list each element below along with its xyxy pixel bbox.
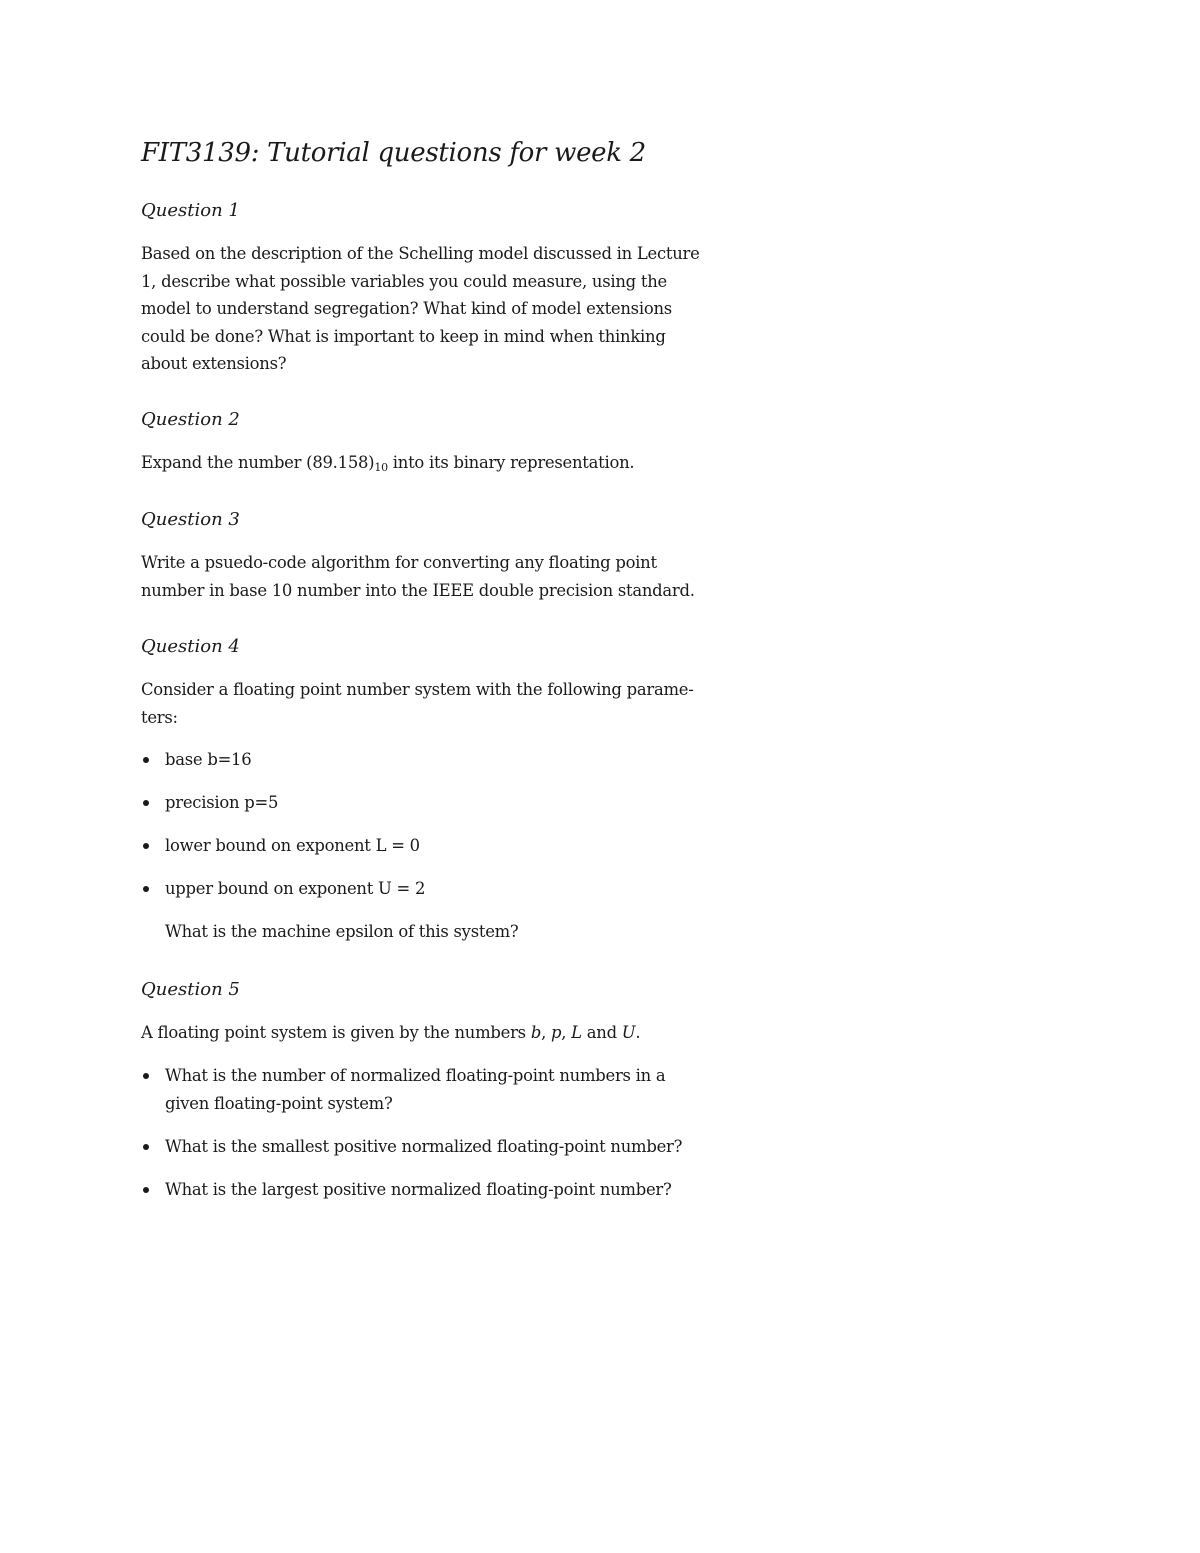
- list-item-text: What is the number of normalized floating-point numbers in a: [165, 1066, 666, 1085]
- question-1-line: 1, describe what possible variables you could measure, using the: [141, 271, 667, 291]
- list-item: [141, 832, 761, 860]
- question-2-prefix: Expand the number (89.158): [141, 453, 375, 472]
- bullet-icon: [143, 1187, 149, 1193]
- bullet-icon: [143, 886, 149, 892]
- base-subscript: 10: [374, 461, 388, 474]
- question-2-body: [141, 449, 756, 482]
- question-1-body: [141, 240, 756, 378]
- list-item-text: base b=16: [165, 750, 252, 769]
- variable-U: U: [621, 1023, 636, 1042]
- question-4-line: Consider a floating point number system with the following parame-: [141, 680, 694, 699]
- list-item-text: What is the largest positive normalized floating-point number?: [165, 1179, 672, 1199]
- bullet-icon: [143, 800, 149, 806]
- list-item-text: given floating-point system?: [165, 1093, 393, 1113]
- period: .: [635, 1023, 641, 1042]
- separator: ,: [541, 1023, 551, 1042]
- question-4-followup: What is the machine epsilon of this system?: [165, 922, 519, 941]
- document-title: FIT3139: Tutorial questions for week 2: [141, 138, 646, 168]
- question-5-body: [141, 1019, 756, 1047]
- intro-text: A floating point system is given by the numbers: [141, 1023, 531, 1042]
- question-1-line: about extensions?: [141, 354, 287, 373]
- question-1-heading: Question 1: [141, 200, 240, 221]
- question-1-line: Based on the description of the Schelling model discussed in Lecture: [141, 244, 700, 263]
- separator: ,: [561, 1023, 572, 1042]
- list-item: [141, 875, 761, 903]
- question-4-body: [141, 676, 756, 731]
- variable-L: L: [571, 1023, 582, 1042]
- list-item: [141, 746, 761, 774]
- question-5-heading: Question 5: [141, 979, 240, 1000]
- list-item: [141, 1133, 761, 1161]
- question-2-line: [141, 449, 756, 482]
- list-item-text: upper bound on exponent U = 2: [165, 879, 426, 898]
- list-item-text: lower bound on exponent L = 0: [165, 836, 420, 855]
- question-1-line: could be done? What is important to keep in mind when thinking: [141, 326, 666, 346]
- question-5-intro: [141, 1019, 756, 1047]
- list-item-text: precision p=5: [165, 793, 279, 812]
- list-item: [141, 789, 761, 817]
- question-4-heading: Question 4: [141, 636, 240, 657]
- list-item: [141, 1062, 761, 1117]
- question-5-question-list: [141, 1062, 761, 1203]
- question-3-body: [141, 549, 756, 604]
- bullet-icon: [143, 1073, 149, 1079]
- question-2-suffix: into its binary representation.: [387, 453, 635, 472]
- bullet-icon: [143, 1144, 149, 1150]
- list-item: [141, 1176, 761, 1204]
- question-4-line: ters:: [141, 707, 178, 727]
- question-3-line: Write a psuedo-code algorithm for converting any floating point: [141, 553, 657, 572]
- question-1-line: model to understand segregation? What kind of model extensions: [141, 299, 672, 318]
- question-4-parameter-list: [141, 746, 761, 903]
- question-3-heading: Question 3: [141, 509, 240, 530]
- variable-p: p: [550, 1023, 562, 1042]
- list-item-text: What is the smallest positive normalized floating-point number?: [165, 1136, 683, 1156]
- bullet-icon: [143, 757, 149, 763]
- question-3-line: number in base 10 number into the IEEE double precision standard.: [141, 580, 695, 600]
- question-2-heading: Question 2: [141, 409, 240, 430]
- bullet-icon: [143, 843, 149, 849]
- variable-b: b: [530, 1023, 542, 1042]
- and-text: and: [581, 1023, 622, 1042]
